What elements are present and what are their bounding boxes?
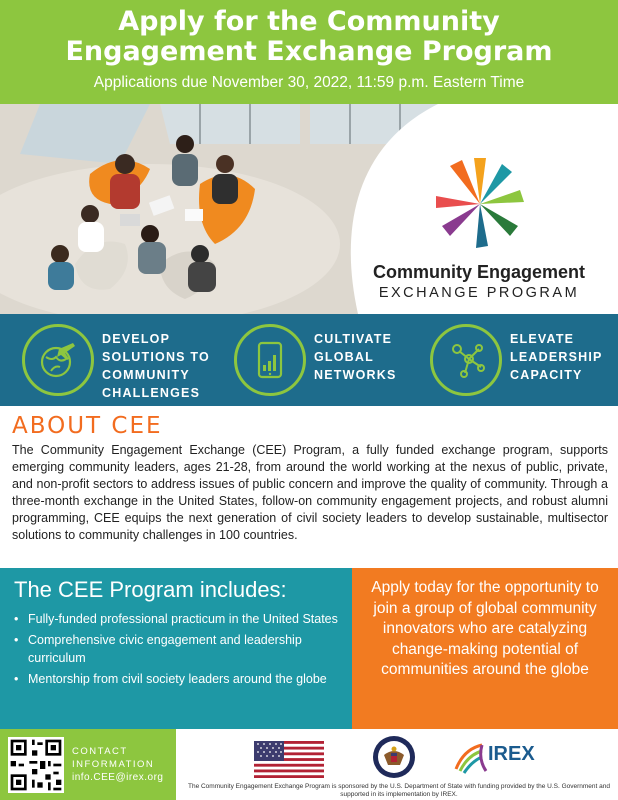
- footer: [0, 729, 618, 800]
- pillar-icon-ring: [22, 324, 94, 396]
- about-body: The Community Engagement Exchange (CEE) Program, a fully funded exchange program, supports emerging community leaders, ages 21-28, from around the world working at the nexus of public, private, and non-profit sectors to address issues of public concern and improve the quality of community. Through a three-month exchange in the United States, follow-on community engagement projects, and robust alumni programming, CEE equips the next generation of civil society leaders to develop sustainable, multisector solutions to community challenges in 100 countries.: [12, 443, 608, 542]
- list-item: • Comprehensive civic engagement and leadership curriculum: [14, 631, 340, 667]
- irex-logo-text: IREX: [488, 743, 535, 765]
- title-line-1: Apply for the Community: [118, 6, 500, 37]
- application-deadline: Applications due November 30, 2022, 11:59 p.m. Eastern Time: [93, 74, 525, 91]
- list-item: • Mentorship from civil society leaders around the globe: [14, 670, 340, 688]
- pillar-label: CULTIVATE GLOBAL NETWORKS: [314, 332, 397, 382]
- contact-info: [72, 745, 163, 784]
- us-flag-icon: [254, 741, 324, 778]
- header-banner: [0, 0, 618, 104]
- pillar-label: ELEVATE LEADERSHIP CAPACITY: [510, 332, 603, 382]
- network-nodes-icon: [447, 341, 485, 379]
- apply-callout: [352, 568, 618, 729]
- contact-email[interactable]: info.CEE@irex.org: [72, 772, 164, 783]
- globe-plane-icon: [39, 341, 77, 379]
- sponsor-disclaimer: The Community Engagement Exchange Program is sponsored by the U.S. Department of State with funding provided by the U.S. Government and supported in its implementation by IREX.: [187, 783, 610, 798]
- about-heading: ABOUT CEE: [12, 413, 163, 439]
- apply-text: Apply today for the opportunity to join a group of global community innovators who are catalyzing change-making potential of communities around the globe: [371, 579, 599, 678]
- state-department-seal-icon: [372, 735, 416, 779]
- phone-chart-icon: [251, 341, 289, 379]
- pillar-label: DEVELOP SOLUTIONS TO COMMUNITY CHALLENGES: [102, 332, 210, 400]
- page-title: [0, 0, 618, 67]
- includes-list: [14, 610, 340, 688]
- includes-heading: The CEE Program includes:: [14, 577, 287, 602]
- contact-label: CONTACT: [72, 746, 128, 757]
- cee-logo-icon: [430, 154, 530, 254]
- title-line-2: Engagement Exchange Program: [65, 36, 553, 67]
- hero-section: [0, 104, 618, 314]
- about-section: [0, 406, 618, 568]
- pillar-icon-ring: [430, 324, 502, 396]
- logo-name-line-1: Community Engagement: [372, 262, 586, 282]
- contact-label-2: INFORMATION: [72, 759, 155, 770]
- contact-box: [0, 729, 176, 800]
- list-item: • Fully-funded professional practicum in the United States: [14, 610, 340, 628]
- qr-code-icon[interactable]: [8, 737, 64, 793]
- program-logo-text: [340, 262, 618, 301]
- logo-name-line-2: EXCHANGE PROGRAM: [378, 285, 580, 301]
- program-pillars: [0, 314, 618, 406]
- program-includes-box: [0, 568, 352, 729]
- pillar-icon-ring: [234, 324, 306, 396]
